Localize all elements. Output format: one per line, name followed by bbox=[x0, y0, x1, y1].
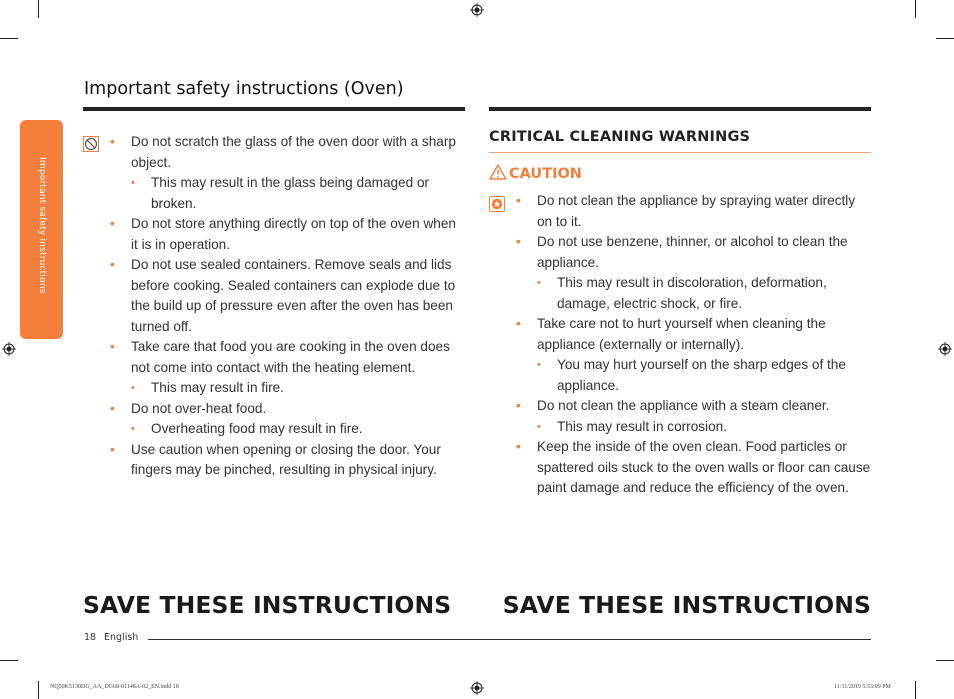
sub-list-item bbox=[537, 355, 872, 396]
page-number: 18 bbox=[84, 632, 97, 643]
list-item-text: Do not clean the appliance with a steam cleaner. bbox=[537, 398, 830, 413]
side-tab-label: Important safety instructions bbox=[37, 157, 47, 294]
right-instruction-list bbox=[516, 191, 872, 499]
prohibited-icon bbox=[83, 136, 99, 152]
title-rule bbox=[489, 107, 871, 111]
sub-list-item-text: This may result in the glass being damaged or broken. bbox=[151, 175, 430, 211]
title-rule bbox=[83, 107, 465, 111]
left-instruction-list bbox=[110, 132, 466, 481]
crop-mark bbox=[0, 660, 18, 661]
sub-list-item-text: This may result in discoloration, deformation, damage, electric shock, or fire. bbox=[557, 275, 827, 311]
list-item bbox=[110, 214, 466, 255]
list-item-text: Do not store anything directly on top of the oven when it is in operation. bbox=[131, 216, 456, 252]
list-item-text: Do not scratch the glass of the oven door with a sharp object. bbox=[131, 134, 456, 170]
save-instructions-right: SAVE THESE INSTRUCTIONS bbox=[502, 591, 871, 619]
sub-list-item-text: This may result in fire. bbox=[151, 380, 284, 395]
registration-mark-icon bbox=[2, 342, 16, 356]
crop-mark bbox=[0, 38, 18, 39]
crop-mark bbox=[915, 0, 916, 18]
sub-list-item bbox=[537, 273, 872, 314]
list-item-text: Do not over-heat food. bbox=[131, 400, 267, 416]
sub-list-item-text: You may hurt yourself on the sharp edges of the appliance. bbox=[557, 357, 846, 393]
list-item-text: Keep the inside of the oven clean. Food particles or spattered oils stuck to the oven walls or floor can cause paint damage and reduce the efficiency of the oven. bbox=[537, 439, 871, 495]
list-item bbox=[110, 132, 466, 214]
warning-triangle-icon bbox=[489, 164, 507, 180]
caution-heading bbox=[489, 164, 582, 182]
footer-rule bbox=[148, 639, 871, 640]
cleaning-warnings-title: CRITICAL CLEANING WARNINGS bbox=[489, 129, 751, 145]
crop-mark bbox=[38, 681, 39, 699]
star-box-icon bbox=[489, 196, 505, 212]
list-item bbox=[110, 255, 466, 337]
print-slug-timestamp: 11/11/2019 5:53:09 PM bbox=[834, 684, 891, 690]
list-item bbox=[516, 437, 872, 499]
sub-list-item-text: This may result in corrosion. bbox=[557, 418, 727, 434]
list-item bbox=[110, 399, 466, 440]
subtitle-rule bbox=[489, 152, 871, 153]
crop-mark bbox=[936, 38, 954, 39]
sub-list-item bbox=[131, 173, 466, 214]
sub-list-item bbox=[131, 419, 466, 440]
list-item-text: Do not clean the appliance by spraying water directly on to it. bbox=[537, 193, 856, 229]
crop-mark bbox=[915, 681, 916, 699]
registration-mark-icon bbox=[470, 3, 484, 17]
registration-mark-icon bbox=[938, 342, 952, 356]
sub-list-item-text: Overheating food may result in fire. bbox=[151, 421, 363, 436]
crop-mark bbox=[936, 660, 954, 661]
list-item bbox=[516, 232, 872, 314]
list-item-text: Take care not to hurt yourself when cleaning the appliance (externally or internally). bbox=[537, 316, 826, 352]
sub-list-item bbox=[131, 378, 466, 399]
list-item-text: Do not use benzene, thinner, or alcohol to clean the appliance. bbox=[537, 234, 848, 270]
list-item bbox=[516, 191, 872, 232]
print-slug-file: NQ50K5130DG_AA_DG68-01148A-02_EN.indd 18 bbox=[50, 684, 179, 690]
list-item bbox=[516, 396, 872, 437]
list-item-text: Use caution when opening or closing the door. Your fingers may be pinched, resulting in physical injury. bbox=[131, 441, 441, 477]
sub-list-item bbox=[537, 417, 872, 438]
list-item bbox=[516, 314, 872, 396]
crop-mark bbox=[38, 0, 39, 18]
save-instructions-left: SAVE THESE INSTRUCTIONS bbox=[83, 591, 452, 619]
section-title: Important safety instructions (Oven) bbox=[84, 79, 404, 99]
registration-mark-icon bbox=[470, 681, 484, 695]
caution-label: CAUTION bbox=[509, 166, 582, 182]
footer-language: English bbox=[104, 632, 139, 643]
list-item bbox=[110, 337, 466, 399]
list-item bbox=[110, 440, 466, 481]
list-item-text: Do not use sealed containers. Remove seals and lids before cooking. Sealed containers can explode due to the build up of pressure even after the oven has been turned off. bbox=[131, 257, 456, 334]
list-item-text: Take care that food you are cooking in the oven does not come into contact with the heating element. bbox=[131, 339, 450, 375]
